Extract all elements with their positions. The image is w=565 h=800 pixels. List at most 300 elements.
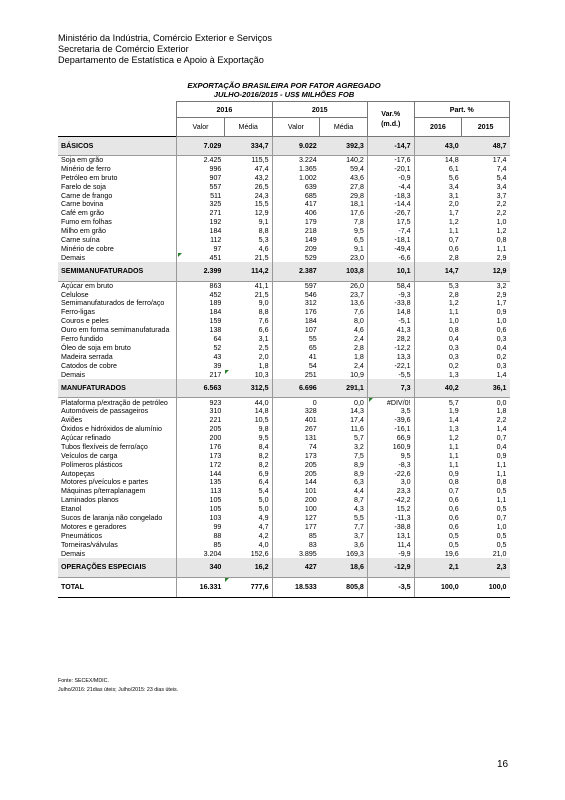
cell: 6.696 <box>272 379 320 398</box>
table-row <box>58 496 510 505</box>
cell: 14,8 <box>414 156 462 165</box>
cell: 0,5 <box>496 540 507 549</box>
cell: 0,3 <box>496 334 507 343</box>
cell: 1,0 <box>496 522 507 531</box>
row-label: Soja em grão <box>61 156 104 165</box>
cell: 13,3 <box>367 352 414 361</box>
cell: 176 <box>177 442 225 451</box>
table-row <box>58 540 510 549</box>
cell: 52 <box>177 343 225 352</box>
cell: 7,4 <box>496 164 507 173</box>
cell: 2,0 <box>258 352 269 361</box>
cell: 251 <box>272 370 320 379</box>
cell: 21,5 <box>254 290 269 299</box>
row-label: Autopeças <box>61 469 95 478</box>
cell: 173 <box>272 451 320 460</box>
cell: 392,3 <box>320 137 368 156</box>
cell: 10,9 <box>350 370 364 379</box>
cell: 43,6 <box>350 173 364 182</box>
cell: 546 <box>272 290 320 299</box>
cell: 923 <box>177 398 225 407</box>
cell: 24,3 <box>254 191 269 200</box>
cell: 221 <box>177 416 225 425</box>
table-row <box>58 522 510 531</box>
cell: 1,8 <box>354 352 364 361</box>
cell: 16,2 <box>224 558 272 577</box>
table-row <box>58 253 510 262</box>
cell: 74 <box>272 442 320 451</box>
cell: 2,8 <box>354 343 364 352</box>
cell: 41,1 <box>254 281 269 290</box>
cell: 5,7 <box>414 398 462 407</box>
cell: 0 <box>272 398 320 407</box>
cell: 3,2 <box>496 281 507 290</box>
cell: 0,4 <box>414 335 462 344</box>
cell: -39,6 <box>367 416 414 425</box>
cell: 100,0 <box>462 577 510 597</box>
row-label: Carne de frango <box>61 191 113 200</box>
cell: 0,9 <box>496 451 507 460</box>
cell: 427 <box>272 558 320 577</box>
cell: 334,7 <box>224 137 272 156</box>
row-label: Fumo em folhas <box>61 218 112 227</box>
cell: 47,4 <box>254 164 269 173</box>
cell: 66,9 <box>367 434 414 443</box>
cell: 2,2 <box>496 209 507 218</box>
row-label: Demais <box>61 549 86 558</box>
cell: -7,4 <box>367 227 414 236</box>
cell: 200 <box>272 496 320 505</box>
cell: 1,8 <box>496 407 507 416</box>
cell: 8,7 <box>354 496 364 505</box>
cell: 0,5 <box>414 540 462 549</box>
cell: 0,4 <box>496 442 507 451</box>
cell: 18,6 <box>320 558 368 577</box>
cell: 103 <box>177 514 225 523</box>
cell: 1,2 <box>496 227 507 236</box>
cell: 312,5 <box>224 379 272 398</box>
row-label: Máquinas p/terraplanagem <box>61 487 146 496</box>
cell: 1,1 <box>496 460 507 469</box>
total-row <box>58 577 510 597</box>
cell: 8,2 <box>258 460 269 469</box>
empty-header-cell <box>58 102 177 118</box>
cell: 0,6 <box>414 496 462 505</box>
cell: 200 <box>177 434 225 443</box>
cell: 7,6 <box>258 317 269 326</box>
cell: 1,0 <box>496 218 507 227</box>
cell: 179 <box>272 218 320 227</box>
cell: 3,2 <box>354 442 364 451</box>
row-label: Madeira serrada <box>61 352 113 361</box>
cell: 401 <box>272 416 320 425</box>
cell: 6,5 <box>354 235 364 244</box>
cell: 2,0 <box>414 200 462 209</box>
cell: 2.399 <box>177 262 225 281</box>
ministry-name: Ministério da Indústria, Comércio Exterior e Serviços <box>58 33 272 43</box>
table-row <box>58 531 510 540</box>
cell: 17,4 <box>492 156 507 165</box>
cell: 218 <box>272 227 320 236</box>
cell: 3.895 <box>272 549 320 558</box>
section-row <box>58 262 510 281</box>
cell: 64 <box>177 335 225 344</box>
cell: 135 <box>177 478 225 487</box>
cell: 144 <box>272 478 320 487</box>
cell: -9,3 <box>367 290 414 299</box>
cell: 58,4 <box>367 281 414 290</box>
cell: 2.387 <box>272 262 320 281</box>
cell: 65 <box>272 343 320 352</box>
table-row <box>58 281 510 290</box>
cell: 3.224 <box>272 156 320 165</box>
cell: 0,3 <box>414 352 462 361</box>
cell: 7,6 <box>354 308 364 317</box>
cell: 7,5 <box>354 451 364 460</box>
row-label: Couros e peles <box>61 317 109 326</box>
cell: 291,1 <box>320 379 368 398</box>
cell: -4,4 <box>367 182 414 191</box>
cell: 7.029 <box>177 137 225 156</box>
cell: 36,1 <box>462 379 510 398</box>
cell: 0,0 <box>354 398 364 407</box>
cell: 0,8 <box>414 326 462 335</box>
cell: -18,3 <box>367 191 414 200</box>
media-2015-header: Média <box>320 118 368 137</box>
cell: 101 <box>272 487 320 496</box>
cell: 14,7 <box>414 262 462 281</box>
cell: 11,6 <box>350 425 364 434</box>
cell: 2,8 <box>414 290 462 299</box>
cell: 2,4 <box>354 334 364 343</box>
cell: 205 <box>272 469 320 478</box>
page-number: 16 <box>497 759 509 770</box>
cell: 3,4 <box>496 182 507 191</box>
row-label: Café em grão <box>61 209 104 218</box>
table-row <box>58 505 510 514</box>
row-label: Sucos de laranja não congelado <box>61 514 163 522</box>
cell: 83 <box>272 540 320 549</box>
cell: 639 <box>272 182 320 191</box>
cell: 1,0 <box>414 317 462 326</box>
cell: 0,6 <box>414 514 462 523</box>
cell: 1,4 <box>496 370 507 379</box>
cell: 863 <box>177 281 225 290</box>
table-row <box>58 343 510 352</box>
cell: 18,1 <box>350 200 364 209</box>
cell: 97 <box>177 244 225 253</box>
cell: 0,5 <box>496 487 507 496</box>
cell: 3,5 <box>367 407 414 416</box>
table-row <box>58 326 510 335</box>
cell: 3,1 <box>258 334 269 343</box>
cell: 312 <box>272 299 320 308</box>
part-2016-header: 2016 <box>414 118 462 137</box>
cell: 996 <box>177 164 225 173</box>
cell: -14,4 <box>367 200 414 209</box>
cell: 452 <box>177 290 225 299</box>
table-row <box>58 514 510 523</box>
cell: 267 <box>272 425 320 434</box>
cell: 1,3 <box>414 425 462 434</box>
cell: 1,4 <box>414 416 462 425</box>
row-label: Minério de ferro <box>61 164 111 173</box>
cell: 131 <box>272 434 320 443</box>
header-row-sub <box>58 118 510 137</box>
table-row <box>58 236 510 245</box>
cell: 1,1 <box>414 308 462 317</box>
cell: 451 <box>177 253 225 262</box>
row-label: Ferro fundido <box>61 334 104 343</box>
cell: 0,5 <box>496 531 507 540</box>
cell: 43,0 <box>414 137 462 156</box>
cell: 4,0 <box>258 540 269 549</box>
cell: 0,3 <box>496 361 507 370</box>
table-row <box>58 370 510 379</box>
cell: 1,3 <box>414 370 462 379</box>
cell: -22,6 <box>367 469 414 478</box>
cell: 8,8 <box>258 308 269 317</box>
table-row <box>58 460 510 469</box>
table-row <box>58 487 510 496</box>
cell: 48,7 <box>462 137 510 156</box>
table-row <box>58 361 510 370</box>
cell: 107 <box>272 326 320 335</box>
cell: -22,1 <box>367 361 414 370</box>
cell: 14,8 <box>367 308 414 317</box>
cell: 0,7 <box>414 487 462 496</box>
cell: 43,2 <box>254 173 269 182</box>
cell: 17,5 <box>367 218 414 227</box>
cell: 0,3 <box>414 343 462 352</box>
cell: 209 <box>272 244 320 253</box>
table-subtitle: JULHO-2016/2015 - US$ MILHÕES FOB <box>213 90 355 99</box>
cell: -0,9 <box>367 173 414 182</box>
section-row <box>58 558 510 577</box>
cell: 100 <box>272 505 320 514</box>
cell: 4,4 <box>354 487 364 496</box>
cell: 2,2 <box>496 200 507 209</box>
export-table <box>58 101 510 598</box>
cell: 2,1 <box>414 558 462 577</box>
table-row <box>58 478 510 487</box>
cell: 9,0 <box>258 299 269 308</box>
cell: 205 <box>177 425 225 434</box>
cell: 5,0 <box>258 496 269 505</box>
header-row-years <box>58 102 510 118</box>
row-label: Açúcar refinado <box>61 433 111 442</box>
year-2016-header: 2016 <box>177 102 272 118</box>
cell: -33,8 <box>367 299 414 308</box>
cell: 1,1 <box>414 460 462 469</box>
cell: 1,9 <box>414 407 462 416</box>
table-row <box>58 218 510 227</box>
cell: 5,0 <box>258 505 269 514</box>
cell: 0,5 <box>496 505 507 514</box>
cell: 2,2 <box>496 416 507 425</box>
cell: -6,6 <box>367 253 414 262</box>
section-row <box>58 137 510 156</box>
cell: 169,3 <box>346 549 364 558</box>
row-label: Carne bovina <box>61 200 104 209</box>
table-row <box>58 164 510 173</box>
cell: 4,9 <box>258 514 269 522</box>
cell: 9,5 <box>258 433 269 442</box>
cell: 4,6 <box>354 326 364 335</box>
cell: 17,4 <box>350 416 364 425</box>
row-label: Milho em grão <box>61 227 106 236</box>
cell: 0,8 <box>496 235 507 244</box>
cell: 557 <box>177 182 225 191</box>
cell: 173 <box>177 451 225 460</box>
part-header: Part. % <box>414 102 509 118</box>
cell: 15,2 <box>367 505 414 514</box>
cell: 59,4 <box>350 164 364 173</box>
row-label: Açúcar em bruto <box>61 281 114 290</box>
cell: 0,7 <box>496 514 507 522</box>
cell: 112 <box>177 236 225 245</box>
cell: -17,6 <box>367 156 414 165</box>
cell: 0,7 <box>414 236 462 245</box>
row-label: Catodos de cobre <box>61 361 117 370</box>
part-2015-header: 2015 <box>462 118 510 137</box>
table-row <box>58 317 510 326</box>
cell: 105 <box>177 505 225 514</box>
cell: 172 <box>177 460 225 469</box>
table-row <box>58 442 510 451</box>
cell: 28,2 <box>367 335 414 344</box>
cell: 9,5 <box>367 451 414 460</box>
cell: 177 <box>272 522 320 531</box>
cell: -20,1 <box>367 164 414 173</box>
cell: 41,3 <box>367 326 414 335</box>
cell: 0,8 <box>414 478 462 487</box>
table-row <box>58 407 510 416</box>
row-label: Óxidos e hidróxidos de alumínio <box>61 425 162 434</box>
cell: 1,8 <box>258 361 269 370</box>
cell: 9,1 <box>354 244 364 253</box>
cell: 529 <box>272 253 320 262</box>
cell: 127 <box>272 514 320 523</box>
row-label: Óleo de soja em bruto <box>61 343 131 352</box>
table-row <box>58 299 510 308</box>
cell: 0,2 <box>414 361 462 370</box>
cell: 1,7 <box>496 299 507 308</box>
row-label: Plataforma p/extração de petróleo <box>61 398 168 407</box>
cell: 0,2 <box>496 352 507 361</box>
cell: 3,0 <box>367 478 414 487</box>
cell: 27,8 <box>350 182 364 191</box>
cell: 5,3 <box>414 281 462 290</box>
cell: 19,6 <box>414 549 462 558</box>
cell: 15,5 <box>254 200 269 209</box>
var-label: Var.% <box>381 110 401 118</box>
valor-2015-header: Valor <box>272 118 320 137</box>
row-label: Petróleo em bruto <box>61 173 118 182</box>
cell: 3.204 <box>177 549 225 558</box>
cell: 12,9 <box>462 262 510 281</box>
cell: 39 <box>177 361 225 370</box>
cell: 5,7 <box>354 433 364 442</box>
cell: 5,6 <box>414 173 462 182</box>
cell: 152,6 <box>250 549 269 558</box>
cell: -12,2 <box>367 343 414 352</box>
row-label: Tubos flexíveis de ferro/aço <box>61 442 148 451</box>
table-row <box>58 469 510 478</box>
cell: 1,2 <box>414 218 462 227</box>
cell: 29,8 <box>350 191 364 200</box>
cell: -42,2 <box>367 496 414 505</box>
cell: -5,5 <box>367 370 414 379</box>
table-row <box>58 290 510 299</box>
cell: 2,9 <box>496 253 507 262</box>
cell: 44,0 <box>254 398 269 407</box>
cell: 85 <box>272 531 320 540</box>
cell: 13,6 <box>350 299 364 308</box>
cell: 10,5 <box>254 416 269 425</box>
cell: 18.533 <box>272 577 320 597</box>
cell: 0,6 <box>496 326 507 335</box>
cell: 0,6 <box>414 244 462 253</box>
cell: -3,5 <box>367 577 414 597</box>
valor-2016-header: Valor <box>177 118 225 137</box>
table-row <box>58 191 510 200</box>
cell: -8,3 <box>367 460 414 469</box>
cell: 0,7 <box>496 433 507 442</box>
cell: 7,8 <box>354 218 364 227</box>
row-label: MANUFATURADOS <box>58 379 177 398</box>
cell: 55 <box>272 335 320 344</box>
source-note: Fonte: SECEX/MDIC. <box>58 678 109 684</box>
table-title: EXPORTAÇÃO BRASILEIRA POR FATOR AGREGADO <box>187 81 381 90</box>
cell: 4,7 <box>258 522 269 531</box>
cell: 16.331 <box>177 577 225 597</box>
var-header <box>367 102 414 137</box>
cell: 23,0 <box>350 253 364 262</box>
table-row <box>58 425 510 434</box>
row-label: Polímeros plásticos <box>61 460 123 469</box>
department-name: Departamento de Estatística e Apoio à Exportação <box>58 55 264 65</box>
cell: 3,6 <box>354 540 364 549</box>
cell: 6.563 <box>177 379 225 398</box>
cell: 6,1 <box>414 164 462 173</box>
cell: 176 <box>272 308 320 317</box>
row-label: Ferro-ligas <box>61 308 95 317</box>
cell: 3,7 <box>354 531 364 540</box>
row-label: Demais <box>61 253 86 262</box>
cell: 0,4 <box>496 343 507 352</box>
cell: 0,6 <box>414 505 462 514</box>
cell: 7,3 <box>367 379 414 398</box>
secretariat-name: Secretaria de Comércio Exterior <box>58 44 189 54</box>
table-row <box>58 308 510 317</box>
cell: 140,2 <box>346 156 364 165</box>
cell: -9,9 <box>367 549 414 558</box>
cell: 99 <box>177 522 225 531</box>
row-label: Motores p/veículos e partes <box>61 478 149 487</box>
cell: 3,1 <box>414 191 462 200</box>
cell: 685 <box>272 191 320 200</box>
cell: 0,0 <box>496 398 507 407</box>
table-row <box>58 434 510 443</box>
cell: -38,8 <box>367 522 414 531</box>
row-label: Pneumáticos <box>61 531 103 540</box>
cell: 6,3 <box>354 478 364 487</box>
cell: -49,4 <box>367 244 414 253</box>
row-label: Ouro em forma semimanufaturada <box>61 326 170 335</box>
cell: 5,4 <box>496 173 507 182</box>
cell: 11,4 <box>367 540 414 549</box>
